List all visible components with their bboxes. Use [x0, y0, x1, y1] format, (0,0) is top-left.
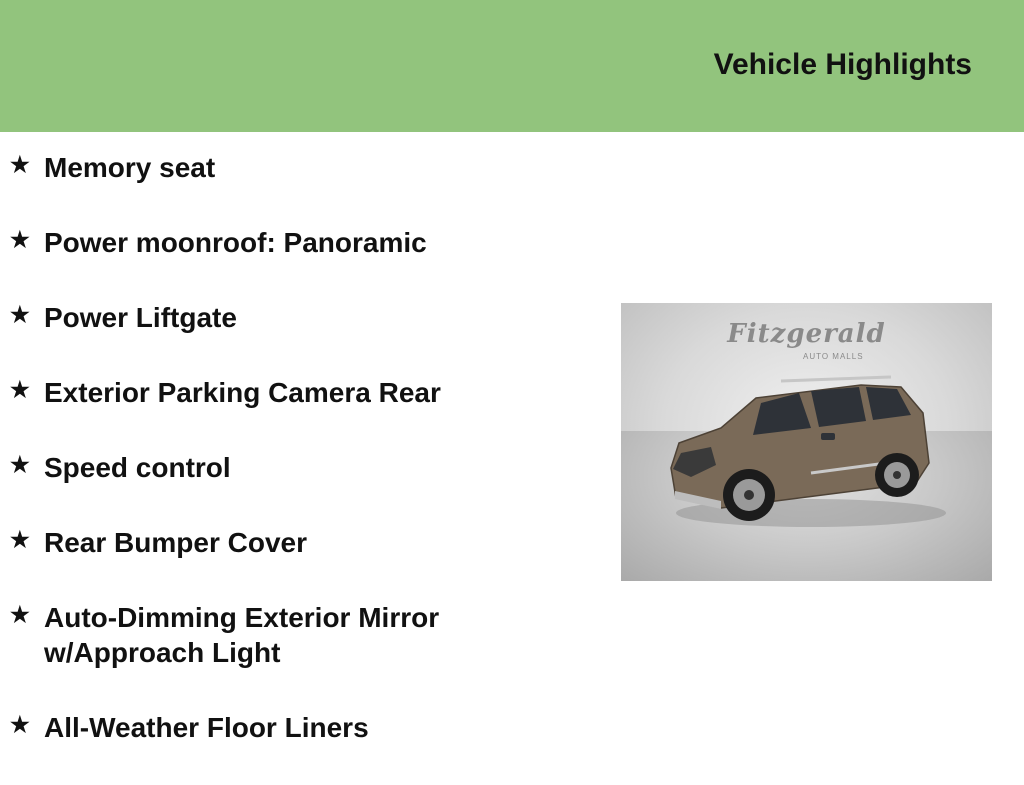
star-icon: ★ — [10, 602, 30, 627]
list-item — [0, 525, 560, 560]
list-item — [0, 225, 560, 260]
list-item — [0, 710, 560, 745]
feature-label: Power moonroof: Panoramic — [44, 227, 427, 258]
header-banner — [0, 0, 1024, 132]
feature-label: Rear Bumper Cover — [44, 527, 307, 558]
list-item — [0, 150, 560, 185]
list-item — [0, 300, 560, 335]
feature-label: Memory seat — [44, 152, 216, 183]
dealer-logo-subtext: AUTO MALLS — [803, 352, 864, 361]
star-icon: ★ — [10, 527, 30, 552]
feature-label: Speed control — [44, 452, 231, 483]
list-item — [0, 450, 560, 485]
dealer-logo: Fitzgerald — [727, 319, 886, 349]
vehicle-photo[interactable] — [621, 303, 992, 581]
star-icon: ★ — [10, 152, 30, 177]
feature-label: Power Liftgate — [44, 302, 237, 333]
feature-label: Auto-Dimming Exterior Mirror w/Approach Light — [44, 602, 440, 668]
suv-image — [661, 373, 951, 533]
star-icon: ★ — [10, 452, 30, 477]
list-item — [0, 600, 484, 670]
list-item — [0, 375, 560, 410]
feature-label: Exterior Parking Camera Rear — [44, 377, 441, 408]
feature-label: All-Weather Floor Liners — [44, 712, 369, 743]
star-icon: ★ — [10, 377, 30, 402]
star-icon: ★ — [10, 227, 30, 252]
star-icon: ★ — [10, 712, 30, 737]
page-title: Vehicle Highlights — [713, 48, 972, 81]
star-icon: ★ — [10, 302, 30, 327]
feature-list — [0, 150, 560, 785]
